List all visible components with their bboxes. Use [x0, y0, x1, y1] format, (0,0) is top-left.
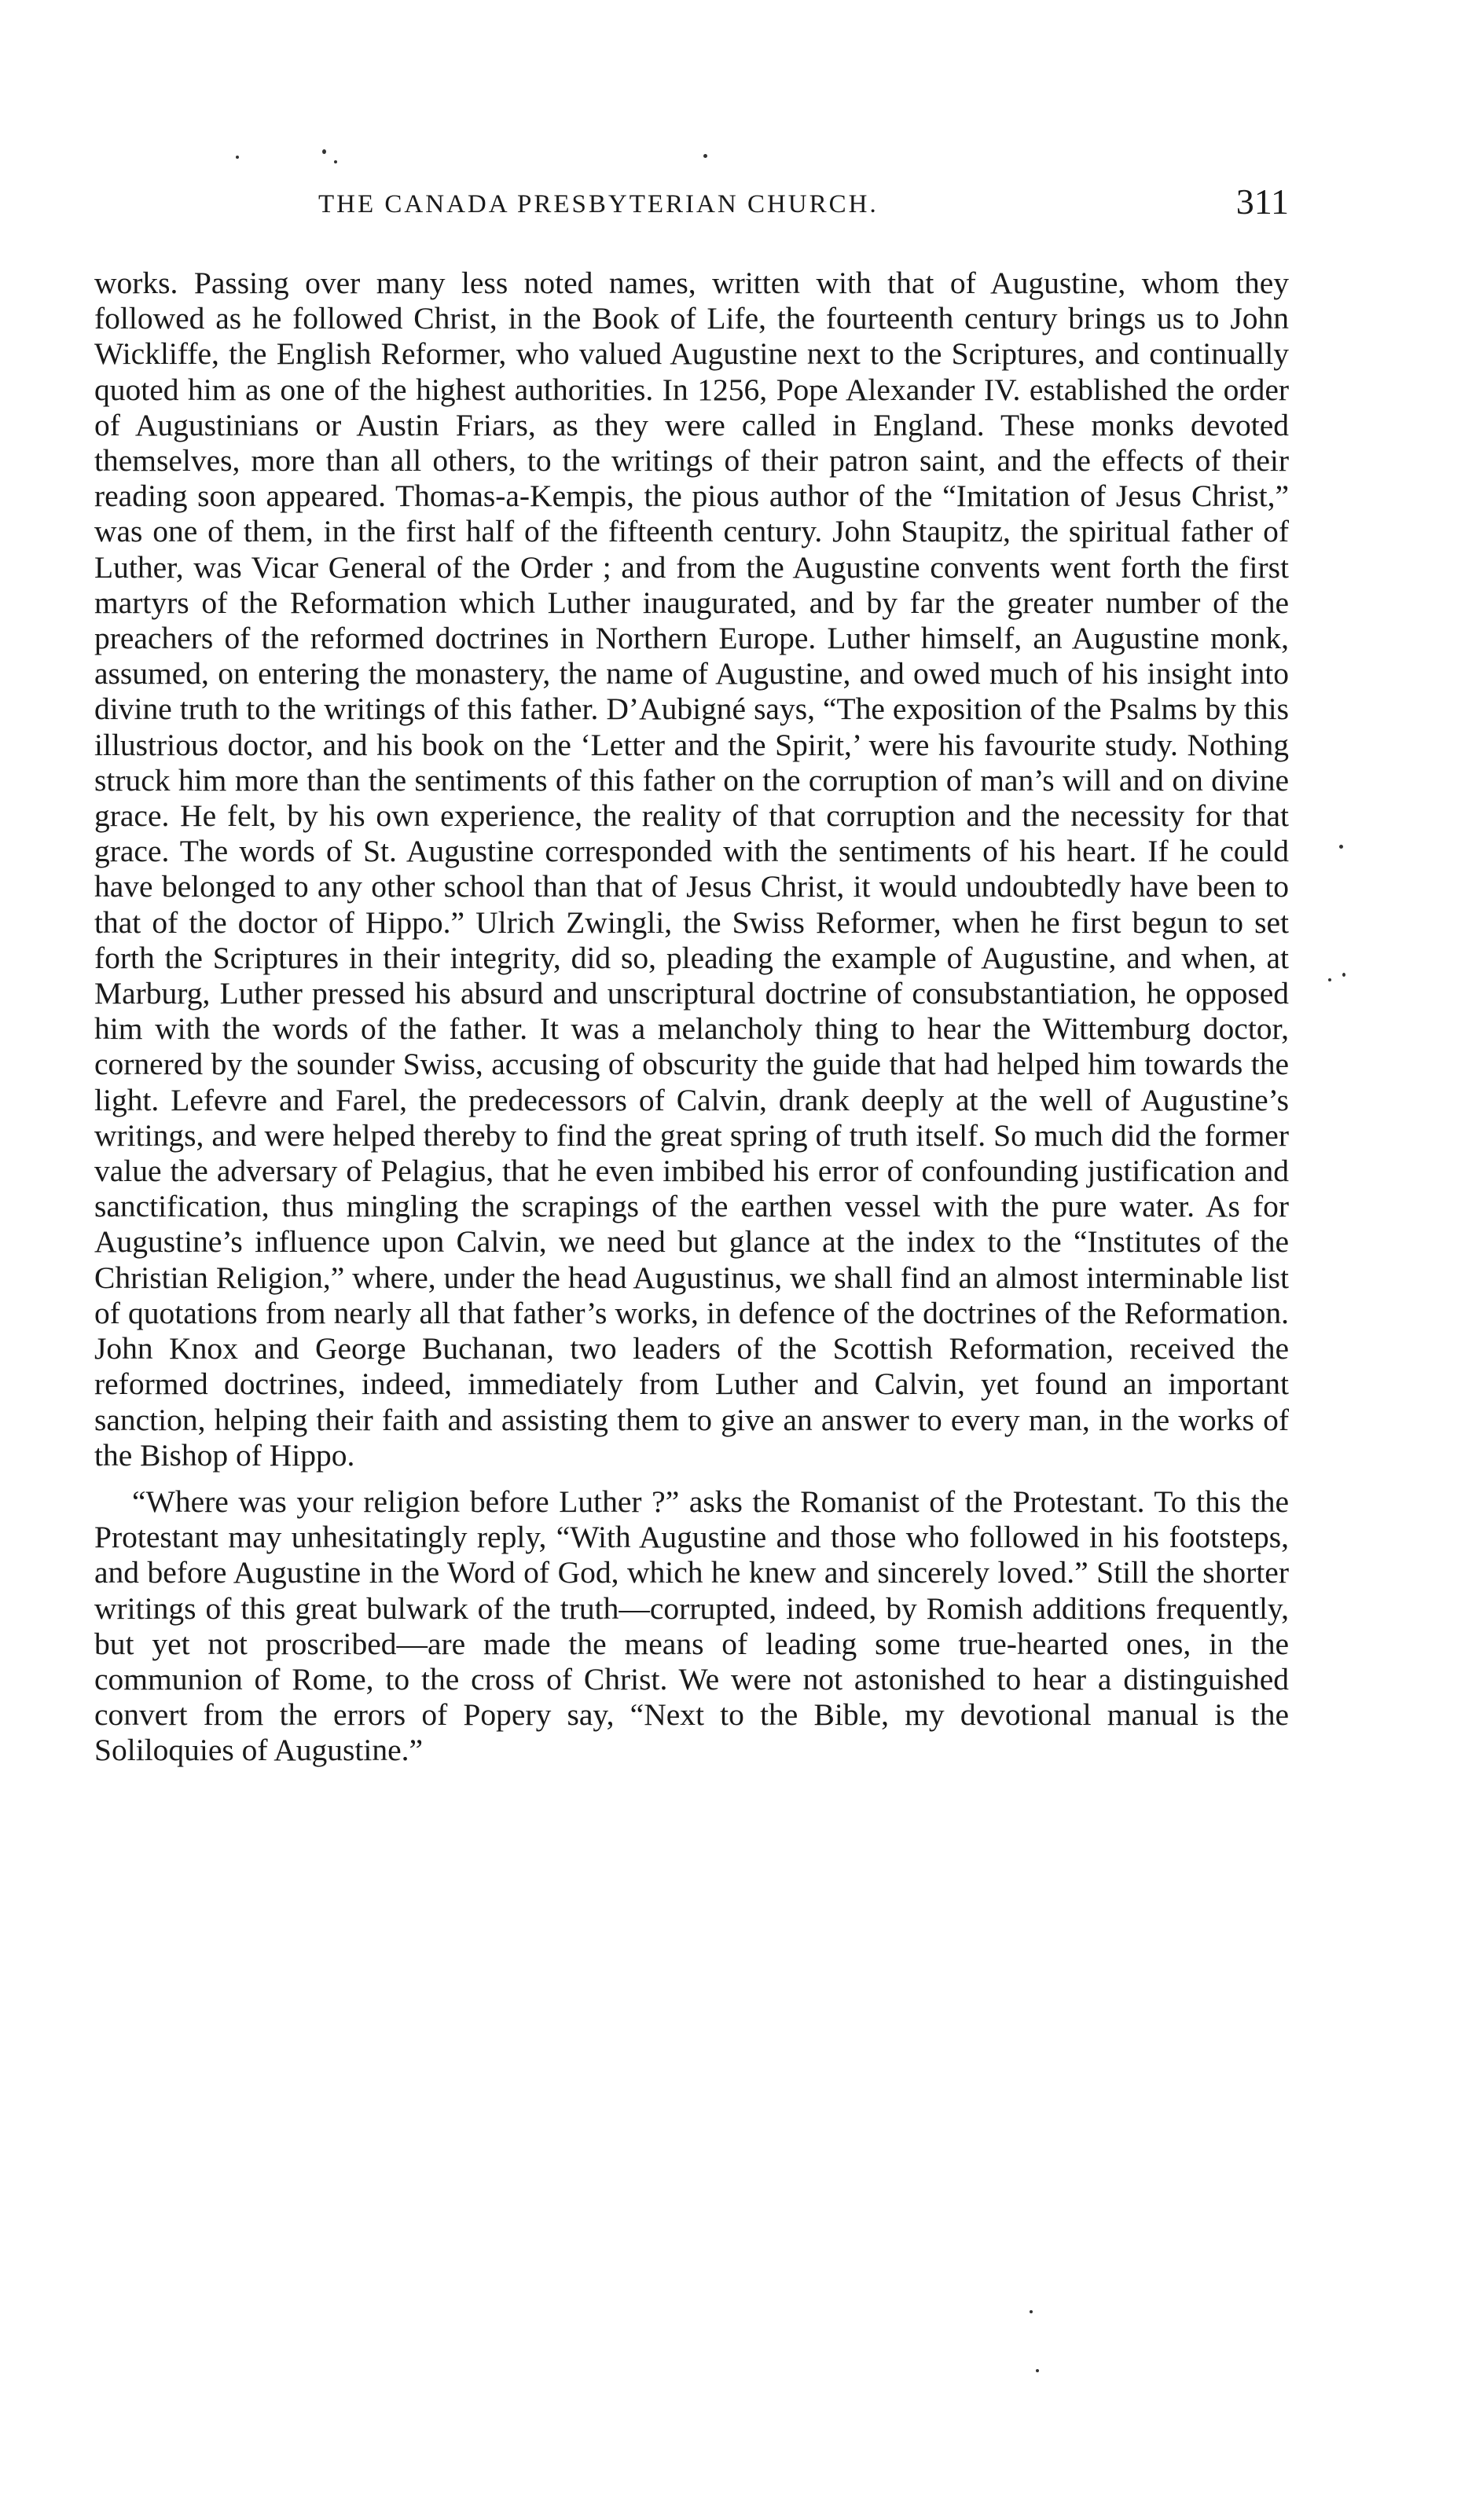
scan-speck: [236, 156, 239, 159]
page-number: 311: [1235, 182, 1289, 222]
scan-speck: [1030, 2310, 1033, 2313]
paragraph-religion-before-luther: “Where was your religion before Luther ?” asks the Romanist of the Protestant. To this the Protestant may unhesitatingly reply, “With Augustine and those who followed in his footsteps, and before Augustine in the Word of God, which he knew and sincerely loved.” Still the shorter writings of this great bulwark of the truth—corrupted, indeed, by Romish additions frequently, but yet not proscribed—are made the means of leading some true-hearted ones, in the communion of Rome, to the cross of Christ. We were not astonished to hear a distinguished convert from the errors of Popery say, “Next to the Bible, my devotional manual is the Soliloquies of Augustine.”: [94, 1484, 1289, 1768]
book-page: [94, 181, 1289, 1769]
body-text: [94, 266, 1289, 1769]
scan-speck: [334, 160, 337, 163]
scan-speck: [322, 149, 326, 154]
scan-speck: [1339, 845, 1343, 849]
running-title: THE CANADA PRESBYTERIAN CHURCH.: [318, 190, 879, 218]
scan-speck: [1036, 2369, 1039, 2372]
scan-speck: [1328, 978, 1331, 981]
paragraph-augustine-influence: works. Passing over many less noted names, written with that of Augustine, whom they followed as he followed Christ, in the Book of Life, the fourteenth century brings us to John Wickliffe, the English Reformer, who valued Augustine next to the Scriptures, and continually quoted him as one of the highest authorities. In 1256, Pope Alexander IV. established the order of Augustinians or Austin Friars, as they were called in England. These monks devoted themselves, more than all others, to the writings of their patron saint, and the effects of their reading soon appeared. Thomas-a-Kempis, the pious author of the “Imitation of Jesus Christ,” was one of them, in the first half of the fifteenth century. John Staupitz, the spiritual father of Luther, was Vicar General of the Order ; and from the Augustine convents went forth the first martyrs of the Reformation which Luther inaugurated, and by far the greater number of the preachers of the reformed doctrines in Northern Europe. Luther himself, an Augustine monk, assumed, on entering the monastery, the name of Augustine, and owed much of his insight into divine truth to the writings of this father. D’Aubigné says, “The exposition of the Psalms by this illustrious doctor, and his book on the ‘Letter and the Spirit,’ were his favourite study. Nothing struck him more than the sentiments of this father on the corruption of man’s will and on divine grace. He felt, by his own experience, the reality of that corruption and the necessity for that grace. The words of St. Augustine corresponded with the sentiments of his heart. If he could have belonged to any other school than that of Jesus Christ, it would undoubtedly have been to that of the doctor of Hippo.” Ulrich Zwingli, the Swiss Reformer, when he first begun to set forth the Scriptures in their integrity, did so, pleading the example of Augustine, and when, at Marburg, Luther pressed his absurd and unscriptural doctrine of consubstantiation, he opposed him with the words of the father. It was a melancholy thing to hear the Wittemburg doctor, cornered by the sounder Swiss, accusing of obscurity the guide that had helped him towards the light. Lefevre and Farel, the predecessors of Calvin, drank deeply at the well of Augustine’s writings, and were helped thereby to find the great spring of truth itself. So much did the former value the adversary of Pelagius, that he even imbibed his error of confounding justification and sanctification, thus mingling the scrapings of the earthen vessel with the pure water. As for Augustine’s influence upon Calvin, we need but glance at the index to the “Institutes of the Christian Religion,” where, under the head Augustinus, we shall find an almost interminable list of quotations from nearly all that father’s works, in defence of the doctrines of the Reformation. John Knox and George Buchanan, two leaders of the Scottish Reformation, received the reformed doctrines, indeed, immediately from Luther and Calvin, yet found an important sanction, helping their faith and assisting them to give an answer to every man, in the works of the Bishop of Hippo.: [94, 266, 1289, 1473]
scan-speck: [1342, 973, 1345, 977]
scan-speck: [703, 154, 707, 158]
running-head: [94, 181, 1289, 228]
